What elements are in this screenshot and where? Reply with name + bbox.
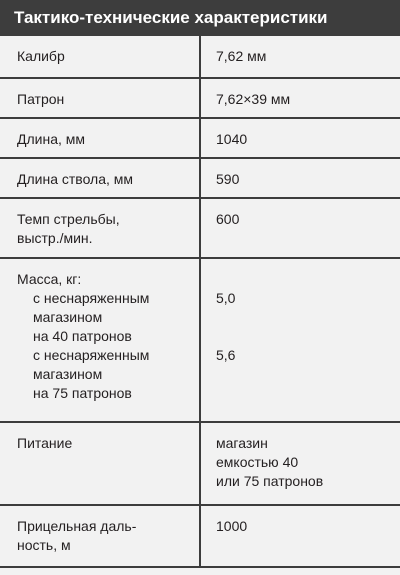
- specifications-table: [0, 36, 400, 568]
- row-label: [0, 199, 199, 248]
- value-cell: [200, 158, 400, 198]
- value-cell: [200, 258, 400, 422]
- label-line: ность, м: [17, 537, 71, 553]
- row-value: 7,62 мм: [216, 48, 267, 64]
- label-cell: [0, 36, 200, 78]
- row-label: Питание: [17, 435, 73, 451]
- label-line: магазином: [33, 366, 103, 382]
- label-line: на 40 патронов: [33, 328, 132, 344]
- value-line: емкостью 40: [216, 454, 299, 470]
- table-row-sighting-range: [0, 505, 400, 567]
- table-row-cartridge: [0, 78, 400, 118]
- row-label: Патрон: [17, 91, 65, 107]
- label-line: выстр./мин.: [17, 230, 93, 246]
- row-label: Длина ствола, мм: [17, 171, 134, 187]
- row-value: 7,62×39 мм: [216, 91, 291, 107]
- label-cell: [0, 198, 200, 258]
- mass-sublabel-b: [17, 346, 199, 403]
- label-cell: [0, 158, 200, 198]
- row-value: 600: [216, 211, 240, 227]
- value-cell: [200, 505, 400, 567]
- table-row-mass: [0, 258, 400, 422]
- label-line: Масса, кг:: [17, 271, 82, 287]
- row-label: [0, 259, 199, 403]
- table-row-length: [0, 118, 400, 158]
- row-value: 1000: [216, 518, 248, 534]
- table-row-caliber: [0, 36, 400, 78]
- mass-value-a: 5,0: [216, 290, 236, 306]
- table-row-feed: [0, 422, 400, 505]
- spacer: [216, 308, 400, 327]
- mass-sublabel-a: [17, 289, 199, 346]
- value-cell: [200, 422, 400, 505]
- table-row-barrel-length: [0, 158, 400, 198]
- value-line: или 75 патронов: [216, 473, 324, 489]
- row-value: [201, 423, 400, 491]
- label-line: с неснаряженным: [33, 347, 150, 363]
- label-line: магазином: [33, 309, 103, 325]
- value-cell: [200, 78, 400, 118]
- spacer: [216, 327, 400, 346]
- row-value: 1040: [216, 131, 248, 147]
- label-line: на 75 патронов: [33, 385, 132, 401]
- label-line: с неснаряженным: [33, 290, 150, 306]
- value-cell: [200, 198, 400, 258]
- value-cell: [200, 36, 400, 78]
- page-title: Тактико-технические характеристики: [0, 0, 400, 36]
- row-label: Калибр: [17, 48, 65, 64]
- label-cell: [0, 78, 200, 118]
- mass-value-b: 5,6: [216, 347, 236, 363]
- label-cell: [0, 505, 200, 567]
- value-cell: [200, 118, 400, 158]
- label-line: Прицельная даль-: [17, 518, 137, 534]
- label-cell: [0, 118, 200, 158]
- table-row-rate-of-fire: [0, 198, 400, 258]
- row-value: 590: [216, 171, 240, 187]
- label-cell: [0, 422, 200, 505]
- value-line: магазин: [216, 435, 268, 451]
- label-cell: [0, 258, 200, 422]
- label-line: Темп стрельбы,: [17, 211, 120, 227]
- row-label: Длина, мм: [17, 131, 86, 147]
- spacer: [216, 270, 400, 289]
- row-label: [0, 506, 199, 555]
- row-value: [201, 259, 400, 365]
